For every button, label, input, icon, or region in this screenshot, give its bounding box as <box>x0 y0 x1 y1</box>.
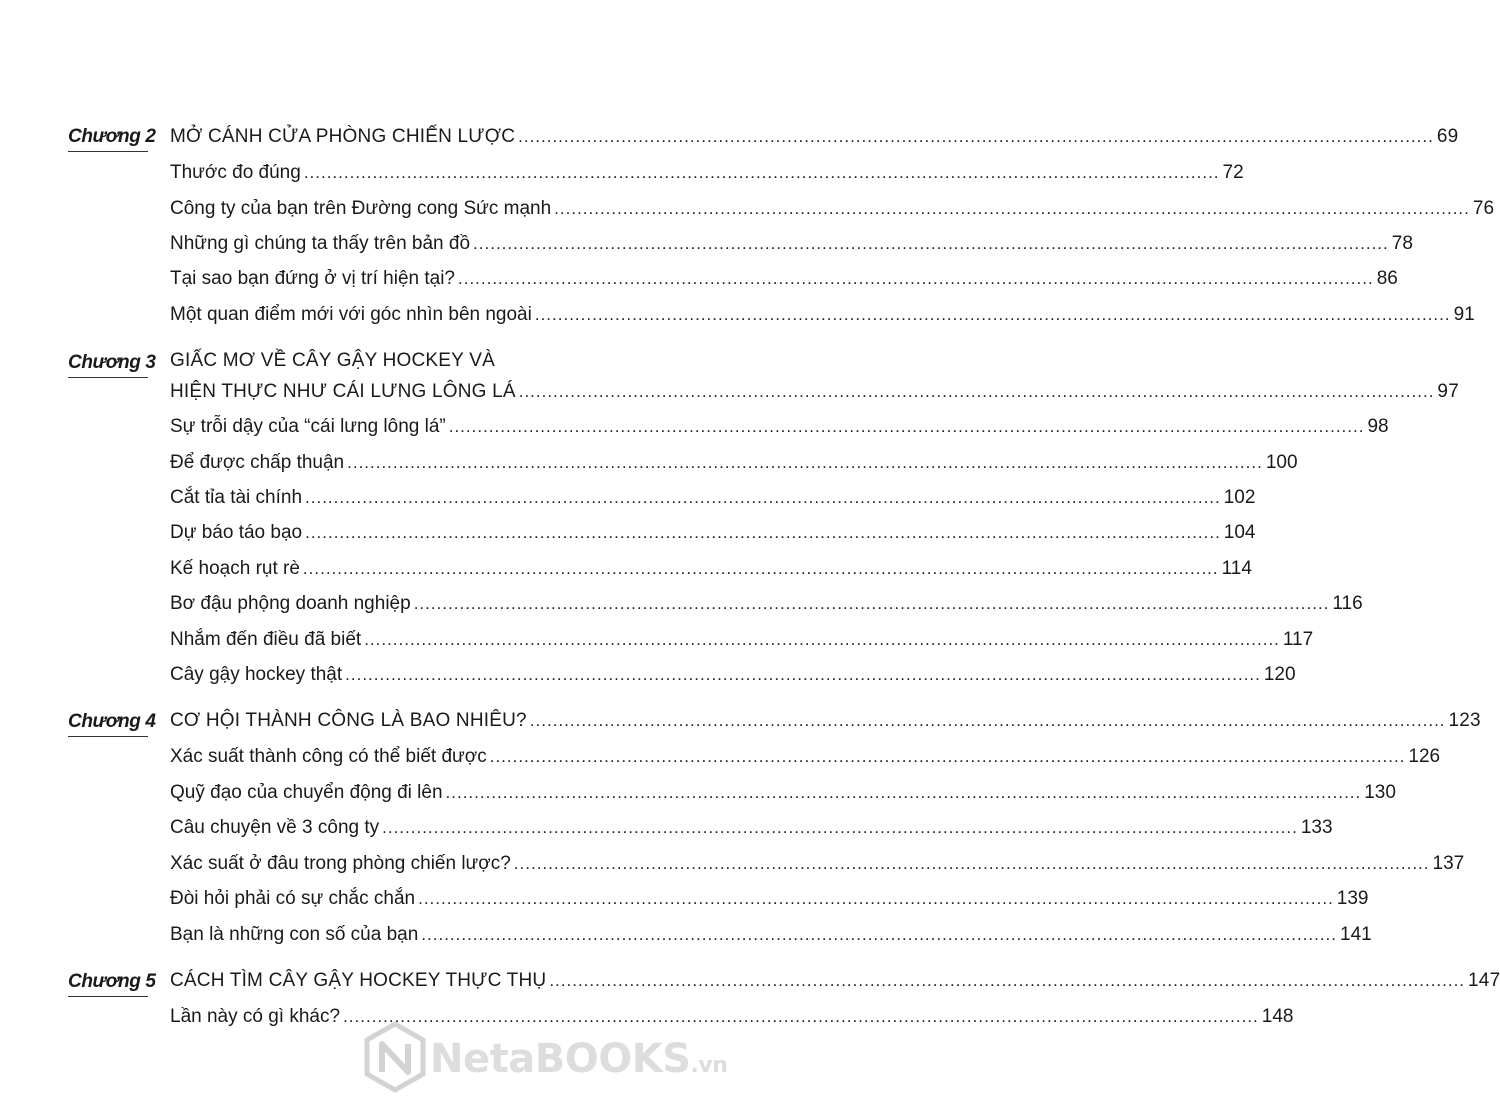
dot-leader <box>446 780 1362 806</box>
dot-leader <box>458 266 1374 292</box>
entry-title: Sự trỗi dậy của “cái lưng lông lá” <box>170 416 446 437</box>
dot-leader <box>347 450 1263 476</box>
entry-title: Cây gậy hockey thật <box>170 664 343 685</box>
dot-leader <box>490 744 1406 770</box>
entry-title: Thước đo đúng <box>170 162 301 183</box>
toc-entry[interactable] <box>170 196 1495 222</box>
page-number: 147 <box>1468 970 1500 991</box>
toc-entry[interactable] <box>170 591 1363 617</box>
chapter-title: CƠ HỘI THÀNH CÔNG LÀ BAO NHIÊU? <box>170 710 527 731</box>
toc-entry[interactable] <box>170 160 1244 186</box>
chapter-3-title-line1: GIẤC MƠ VỀ CÂY GẬY HOCKEY VÀ <box>170 350 495 371</box>
entry-title: Dự báo táo bạo <box>170 522 303 543</box>
page-number: 72 <box>1222 162 1244 183</box>
dot-leader <box>519 379 1435 405</box>
toc-entry[interactable] <box>170 744 1441 770</box>
page-number: 141 <box>1340 924 1372 945</box>
entry-title: Cắt tỉa tài chính <box>170 487 303 508</box>
chapter-3-label: Chương 3 <box>68 352 148 378</box>
entry-title: Bơ đậu phộng doanh nghiệp <box>170 593 411 614</box>
dot-leader <box>303 556 1219 582</box>
page-number: 139 <box>1336 888 1369 909</box>
entry-title: Kế hoạch rụt rè <box>170 558 300 579</box>
toc-entry[interactable] <box>170 662 1296 688</box>
watermark-suffix: .vn <box>690 1053 728 1078</box>
page-number: 98 <box>1367 416 1389 437</box>
page-number: 148 <box>1261 1006 1294 1027</box>
dot-leader <box>549 968 1465 994</box>
chapter-4-label: Chương 4 <box>68 711 148 737</box>
entry-title: Xác suất ở đâu trong phòng chiến lược? <box>170 853 511 874</box>
page-number: 104 <box>1223 522 1256 543</box>
entry-title: Đòi hỏi phải có sự chắc chắn <box>170 888 416 909</box>
toc-entry[interactable] <box>170 922 1372 948</box>
entry-title: Bạn là những con số của bạn <box>170 924 419 945</box>
page-number: 116 <box>1332 593 1363 614</box>
watermark-brand: NetaBOOKS <box>430 1036 691 1082</box>
chapter-3-heading[interactable] <box>170 379 1459 405</box>
chapter-4-heading[interactable] <box>170 708 1481 734</box>
watermark <box>364 1018 728 1119</box>
toc-entry[interactable] <box>170 520 1256 546</box>
page-number: 97 <box>1437 381 1459 402</box>
page-number: 126 <box>1408 746 1441 767</box>
dot-leader <box>535 302 1451 328</box>
toc-entry[interactable] <box>170 886 1369 912</box>
chapter-2-label: Chương 2 <box>68 126 148 152</box>
dot-leader <box>305 485 1221 511</box>
chapter-5-label: Chương 5 <box>68 971 148 997</box>
page-number: 133 <box>1300 817 1333 838</box>
chapter-2-heading[interactable] <box>170 124 1459 150</box>
toc-entry[interactable] <box>170 556 1252 582</box>
page-number: 100 <box>1265 452 1298 473</box>
entry-title: Để được chấp thuận <box>170 452 345 473</box>
entry-title: Quỹ đạo của chuyển động đi lên <box>170 782 443 803</box>
dot-leader <box>382 815 1298 841</box>
neta-logo-icon <box>364 1022 426 1092</box>
entry-title: Câu chuyện về 3 công ty <box>170 817 380 838</box>
dot-leader <box>345 662 1261 688</box>
page-number: 76 <box>1472 198 1495 219</box>
dot-leader <box>518 124 1434 150</box>
chapter-5-heading[interactable] <box>170 968 1500 994</box>
dot-leader <box>305 520 1221 546</box>
page-number: 130 <box>1364 782 1396 803</box>
entry-title: Một quan điểm mới với góc nhìn bên ngoài <box>170 304 532 325</box>
dot-leader <box>421 922 1337 948</box>
dot-leader <box>364 627 1280 653</box>
page-number: 69 <box>1436 126 1459 147</box>
page-number: 123 <box>1448 710 1481 731</box>
page-number: 137 <box>1432 853 1465 874</box>
toc-entry[interactable] <box>170 266 1398 292</box>
toc-entry[interactable] <box>170 815 1333 841</box>
entry-title: Những gì chúng ta thấy trên bản đồ <box>170 233 471 254</box>
dot-leader <box>449 414 1365 440</box>
dot-leader <box>418 886 1334 912</box>
toc-entry[interactable] <box>170 485 1256 511</box>
dot-leader <box>554 196 1470 222</box>
toc-entry[interactable] <box>170 231 1413 257</box>
dot-leader <box>304 160 1220 186</box>
entry-title: Tại sao bạn đứng ở vị trí hiện tại? <box>170 268 455 289</box>
toc-entry[interactable] <box>170 302 1475 328</box>
chapter-title: HIỆN THỰC NHƯ CÁI LƯNG LÔNG LÁ <box>170 381 516 402</box>
dot-leader <box>514 851 1430 877</box>
page-number: 114 <box>1221 558 1252 579</box>
chapter-title: CÁCH TÌM CÂY GẬY HOCKEY THỰC THỤ <box>170 970 547 991</box>
toc-entry[interactable] <box>170 627 1314 653</box>
page-number: 120 <box>1263 664 1296 685</box>
dot-leader <box>473 231 1389 257</box>
page-number: 91 <box>1453 304 1475 325</box>
watermark-text <box>430 1036 727 1082</box>
toc-entry[interactable] <box>170 414 1389 440</box>
dot-leader <box>530 708 1446 734</box>
page-number: 102 <box>1223 487 1256 508</box>
toc-entry[interactable] <box>170 851 1465 877</box>
page-number: 86 <box>1376 268 1398 289</box>
entry-title: Nhắm đến điều đã biết <box>170 629 362 650</box>
entry-title: Lần này có gì khác? <box>170 1006 341 1027</box>
toc-entry[interactable] <box>170 450 1298 476</box>
chapter-title: MỞ CÁNH CỬA PHÒNG CHIẾN LƯỢC <box>170 126 516 147</box>
page-number: 117 <box>1282 629 1314 650</box>
dot-leader <box>414 591 1330 617</box>
entry-title: Công ty của bạn trên Đường cong Sức mạnh <box>170 198 552 219</box>
page-number: 78 <box>1391 233 1413 254</box>
toc-entry[interactable] <box>170 780 1396 806</box>
entry-title: Xác suất thành công có thể biết được <box>170 746 487 767</box>
